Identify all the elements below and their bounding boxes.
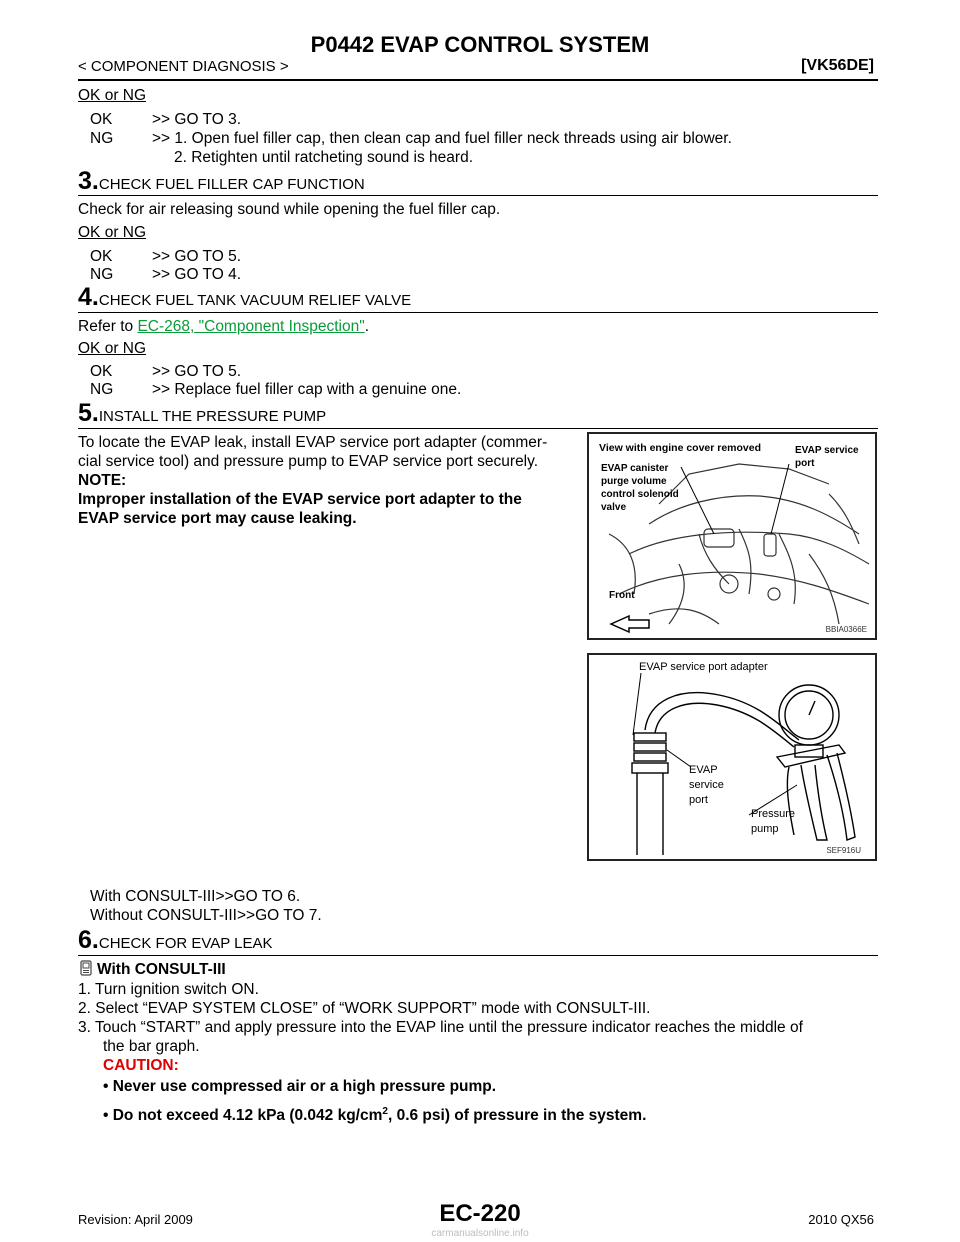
figure-label-canister (601, 462, 679, 514)
with-consult-heading (78, 960, 226, 979)
ng-row (90, 265, 241, 284)
step-number: 5. (78, 399, 99, 427)
with-consult-label: With CONSULT-III (97, 961, 226, 978)
model-code: [VK56DE] (801, 57, 874, 74)
canister-line-2: purge volume (601, 476, 667, 487)
note-text-2: EVAP service port may cause leaking. (78, 510, 357, 527)
step-title: CHECK FUEL TANK VACUUM RELIEF VALVE (98, 292, 412, 309)
refer-prefix: Refer to (78, 318, 138, 335)
canister-line-3: control solenoid (601, 489, 679, 500)
figure-code: BBIA0366E (825, 625, 867, 634)
ok-ng-heading: OK or NG (78, 340, 147, 357)
ok-text: >> GO TO 5. (152, 248, 242, 265)
ng-row (90, 129, 732, 148)
ok-ng-heading: OK or NG (78, 87, 147, 104)
port-line-3: port (689, 794, 708, 806)
engine-bay-figure (587, 432, 877, 640)
step-6-heading (78, 926, 273, 955)
pump-line-2: pump (751, 823, 779, 835)
ok-label: OK (90, 111, 113, 128)
ok-row (90, 247, 241, 266)
ng-label: NG (90, 266, 114, 283)
ng-text: >> 1. Open fuel filler cap, then clean cap and fuel filler neck threads using air blower. (152, 130, 732, 147)
step-4-heading (78, 283, 411, 312)
bullet-2-text-a: • Do not exceed 4.12 kPa (0.042 kg/cm (103, 1107, 383, 1125)
figure-label-view: View with engine cover removed (599, 442, 762, 454)
step-number: 6. (78, 926, 99, 954)
breadcrumb: < COMPONENT DIAGNOSIS > (78, 58, 289, 75)
port-line-1: EVAP (689, 764, 718, 776)
pressure-pump-figure (587, 653, 877, 861)
bullet-2-text-b: , 0.6 psi) of pressure in the system. (387, 1107, 647, 1125)
header-divider (78, 79, 878, 81)
ok-text: >> GO TO 5. (152, 363, 242, 380)
ng-label: NG (90, 130, 114, 147)
figure-label-front: Front (609, 590, 635, 601)
step-title: INSTALL THE PRESSURE PUMP (98, 408, 327, 425)
step-5-line-2: cial service tool) and pressure pump to EVAP service port securely. (78, 453, 539, 470)
ng-text: >> GO TO 4. (152, 266, 242, 283)
component-inspection-link[interactable]: EC-268, "Component Inspection" (137, 318, 365, 335)
pump-line-1: Pressure (751, 808, 796, 820)
ng-text-2: 2. Retighten until ratcheting sound is heard. (174, 149, 473, 166)
figure-label-adapter: EVAP service port adapter (639, 661, 768, 673)
with-consult-result: With CONSULT-III>>GO TO 6. (90, 888, 301, 905)
step-number: 4. (78, 283, 99, 311)
caution-label: CAUTION: (103, 1057, 179, 1074)
page-number: EC-220 (439, 1200, 521, 1227)
bullet-2-superscript: 2 (382, 1106, 388, 1117)
figure-label-pump (751, 807, 795, 837)
canister-line-4: valve (601, 502, 627, 513)
list-item-3: 3. Touch “START” and apply pressure into the EVAP line until the pressure indicator reaches the middle of (78, 1019, 803, 1036)
step-3-text: Check for air releasing sound while opening the fuel filler cap. (78, 201, 501, 218)
ok-ng-heading: OK or NG (78, 224, 147, 241)
figure-label-service-port (795, 444, 859, 470)
ok-label: OK (90, 363, 113, 380)
figure-label-service-port (689, 763, 724, 808)
caution-bullet-1: • Never use compressed air or a high pressure pump. (103, 1078, 497, 1095)
step-3-heading (78, 167, 365, 196)
consult-icon (78, 960, 94, 976)
step-title: CHECK FOR EVAP LEAK (98, 935, 273, 952)
ng-row (90, 380, 461, 399)
step-divider (78, 428, 878, 429)
service-line-1: EVAP service (795, 445, 859, 456)
ok-text: >> GO TO 3. (152, 111, 242, 128)
step-divider (78, 195, 878, 196)
note-text-1: Improper installation of the EVAP service port adapter to the (78, 491, 522, 508)
watermark: carmanualsonline.info (431, 1228, 529, 1239)
step-number: 3. (78, 167, 99, 195)
ok-label: OK (90, 248, 113, 265)
step-5-line-1: To locate the EVAP leak, install EVAP service port adapter (commer- (78, 434, 548, 451)
step-divider (78, 312, 878, 313)
revision-date: Revision: April 2009 (78, 1212, 193, 1227)
edition: 2010 QX56 (808, 1212, 874, 1227)
refer-suffix: . (364, 318, 370, 335)
list-item-2: 2. Select “EVAP SYSTEM CLOSE” of “WORK SUPPORT” mode with CONSULT-III. (78, 1000, 651, 1017)
step-5-heading (78, 399, 326, 428)
list-item-3-cont: the bar graph. (103, 1038, 200, 1055)
canister-line-1: EVAP canister (601, 463, 669, 474)
port-line-2: service (689, 779, 724, 791)
pressure-pump-illustration (589, 655, 875, 859)
note-label: NOTE: (78, 472, 127, 489)
ok-row (90, 362, 241, 381)
step-divider (78, 955, 878, 956)
page-title: P0442 EVAP CONTROL SYSTEM (310, 32, 650, 57)
caution-bullet-2 (103, 1102, 646, 1125)
service-line-2: port (795, 458, 815, 469)
step-title: CHECK FUEL FILLER CAP FUNCTION (98, 176, 365, 193)
ok-row (90, 110, 241, 129)
refer-line (78, 317, 369, 336)
without-consult-result: Without CONSULT-III>>GO TO 7. (90, 907, 322, 924)
ng-label: NG (90, 381, 114, 398)
list-item-1: 1. Turn ignition switch ON. (78, 981, 259, 998)
figure-code: SEF916U (826, 846, 861, 855)
ng-text: >> Replace fuel filler cap with a genuine one. (152, 381, 462, 398)
